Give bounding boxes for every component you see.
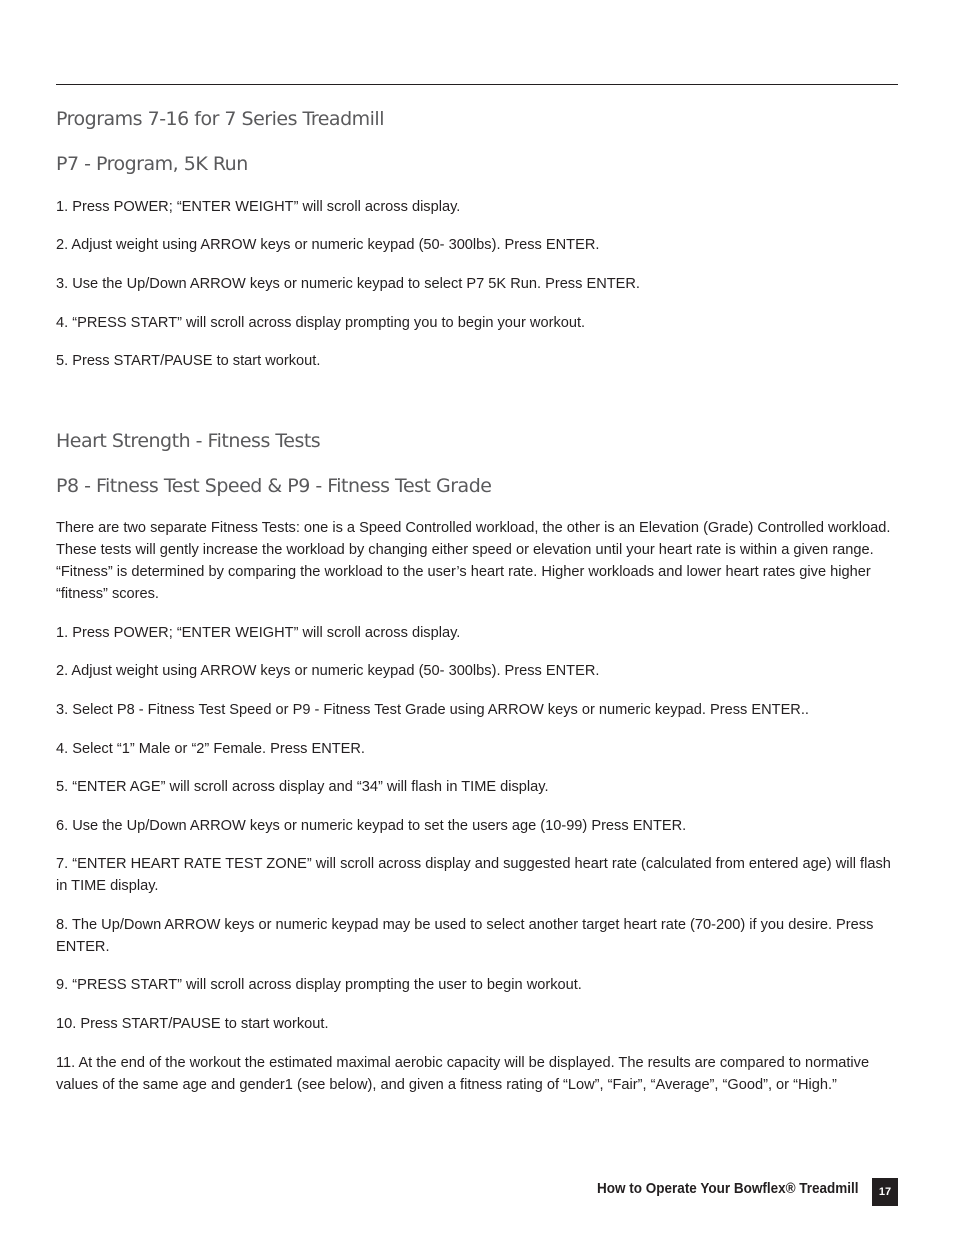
section-heading-fitness-tests: Heart Strength - Fitness Tests xyxy=(56,430,321,452)
step-item: 1. Press POWER; “ENTER WEIGHT” will scroll across display. xyxy=(56,625,461,641)
intro-paragraph: There are two separate Fitness Tests: one is a Speed Controlled workload, the other is an Elevation (Grade) Controlled workload. These tests will gently increase the workload by changing either speed or elevation until your heart rate is within a given range. “Fitness” is determined by comparing the workload to the user’s heart rate. Higher workloads and lower heart rates give higher “fitness” scores. xyxy=(56,520,891,602)
step-item: 7. “ENTER HEART RATE TEST ZONE” will scroll across display and suggested heart rate (calculated from entered age) will flash in TIME display. xyxy=(56,856,891,894)
step-item: 2. Adjust weight using ARROW keys or numeric keypad (50- 300lbs). Press ENTER. xyxy=(56,663,600,679)
step-item: 4. “PRESS START” will scroll across display prompting you to begin your workout. xyxy=(56,315,586,331)
top-rule xyxy=(56,84,898,85)
step-item: 4. Select “1” Male or “2” Female. Press ENTER. xyxy=(56,741,365,757)
subheading-p7: P7 - Program, 5K Run xyxy=(56,153,248,175)
step-item: 9. “PRESS START” will scroll across display prompting the user to begin workout. xyxy=(56,977,582,993)
step-item: 3. Select P8 - Fitness Test Speed or P9 - Fitness Test Grade using ARROW keys or numeric keypad. Press ENTER.. xyxy=(56,702,809,718)
section-heading-programs: Programs 7-16 for 7 Series Treadmill xyxy=(56,108,384,130)
step-item: 10. Press START/PAUSE to start workout. xyxy=(56,1016,329,1032)
step-item: 8. The Up/Down ARROW keys or numeric keypad may be used to select another target heart rate (70-200) if you desire. Press ENTER. xyxy=(56,917,874,955)
step-item: 5. “ENTER AGE” will scroll across display and “34” will flash in TIME display. xyxy=(56,779,549,795)
subheading-p8-p9: P8 - Fitness Test Speed & P9 - Fitness Test Grade xyxy=(56,475,492,497)
step-item: 11. At the end of the workout the estimated maximal aerobic capacity will be displayed. The results are compared to normative values of the same age and gender1 (see below), and given a fitness rating of “Low”, “Fair”, “Average”, “Good”, or “High.” xyxy=(56,1055,870,1093)
step-item: 6. Use the Up/Down ARROW keys or numeric keypad to set the users age (10-99) Press ENTER. xyxy=(56,818,687,834)
step-item: 1. Press POWER; “ENTER WEIGHT” will scroll across display. xyxy=(56,199,461,215)
step-item: 2. Adjust weight using ARROW keys or numeric keypad (50- 300lbs). Press ENTER. xyxy=(56,237,600,253)
page-number: 17 xyxy=(872,1178,898,1206)
step-item: 5. Press START/PAUSE to start workout. xyxy=(56,353,321,369)
footer-title: How to Operate Your Bowflex® Treadmill xyxy=(597,1180,859,1197)
step-item: 3. Use the Up/Down ARROW keys or numeric keypad to select P7 5K Run. Press ENTER. xyxy=(56,276,640,292)
